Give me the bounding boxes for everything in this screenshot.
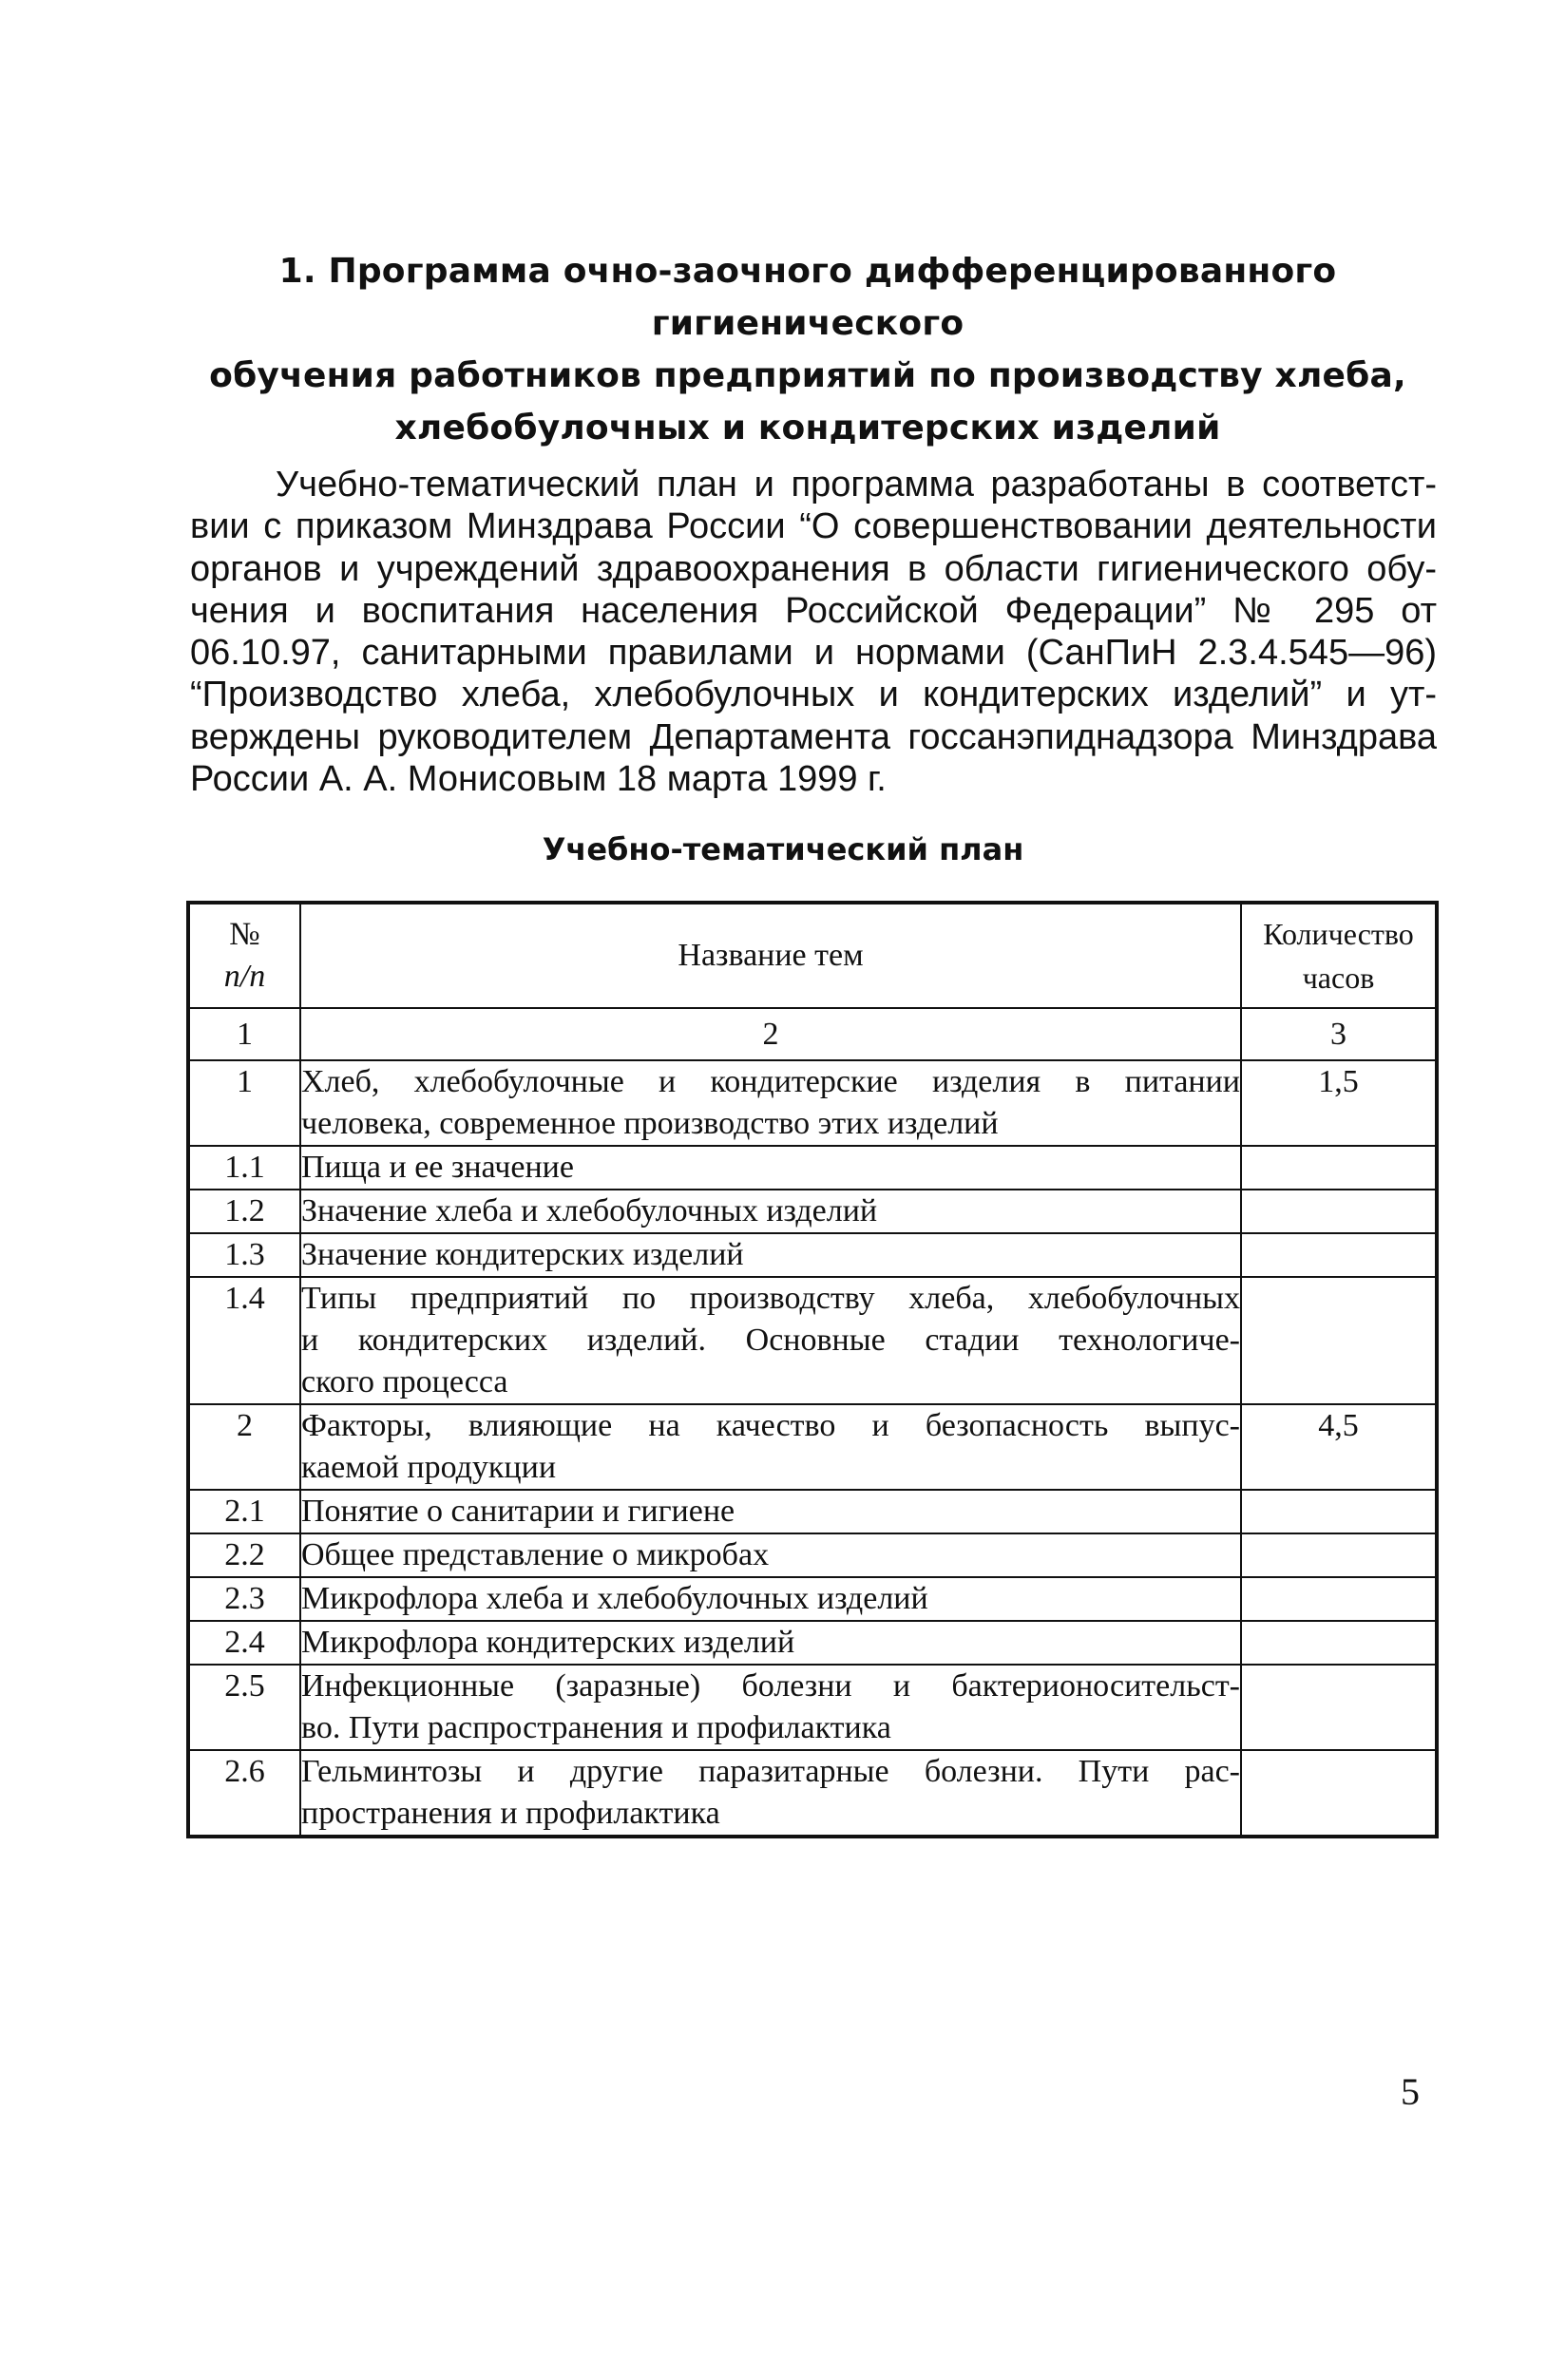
heading-line: обучения работников предприятий по производству хлеба, xyxy=(209,356,1406,395)
topic-line: Гельминтозы и другие паразитарные болезни. Пути рас- xyxy=(301,1754,1240,1789)
row-number: 2.4 xyxy=(188,1621,300,1665)
table-row xyxy=(188,1233,1437,1277)
topic-line: Инфекционные (заразные) болезни и бактерионосительст- xyxy=(301,1668,1240,1704)
row-number: 2.2 xyxy=(188,1533,300,1577)
row-number: 2.5 xyxy=(188,1665,300,1750)
topic-line: Понятие о санитарии и гигиене xyxy=(301,1494,735,1529)
topic-line: Микрофлора кондитерских изделий xyxy=(301,1625,795,1660)
table-row xyxy=(188,1621,1437,1665)
row-hours: 1,5 xyxy=(1241,1060,1437,1146)
intro-line: органов и учреждений здравоохранения в области гигиенического обу- xyxy=(190,548,1437,589)
section-heading xyxy=(162,245,1454,454)
row-hours xyxy=(1241,1533,1437,1577)
row-number: 2 xyxy=(188,1404,300,1490)
intro-line: “Производство хлеба, хлебобулочных и кондитерских изделий” и ут- xyxy=(190,675,1437,715)
topic-line: Типы предприятий по производству хлеба, хлебобулочных xyxy=(301,1281,1240,1316)
column-index-row xyxy=(188,1008,1437,1060)
topic-line: во. Пути распространения и профилактика xyxy=(301,1710,891,1745)
row-topic xyxy=(300,1060,1241,1146)
header-hours xyxy=(1241,903,1437,1008)
intro-line: чения и воспитания населения Российской Федерации” № 295 от xyxy=(190,590,1437,631)
table-row xyxy=(188,1190,1437,1233)
header-number-line: № xyxy=(229,917,260,952)
row-topic xyxy=(300,1621,1241,1665)
row-topic xyxy=(300,1665,1241,1750)
row-number: 1.4 xyxy=(188,1277,300,1404)
row-number: 1.2 xyxy=(188,1190,300,1233)
topic-line: человека, современное производство этих изделий xyxy=(301,1106,999,1141)
intro-line: вии с приказом Минздрава России “О совершенствовании деятельности xyxy=(190,506,1437,547)
topic-line: Пища и ее значение xyxy=(301,1150,574,1185)
header-number xyxy=(188,903,300,1008)
table-row xyxy=(188,1277,1437,1404)
topic-line: Факторы, влияющие на качество и безопасность выпус- xyxy=(301,1408,1240,1443)
row-topic xyxy=(300,1750,1241,1837)
row-hours xyxy=(1241,1621,1437,1665)
intro-paragraph xyxy=(190,464,1437,800)
topic-line: Значение хлеба и хлебобулочных изделий xyxy=(301,1193,878,1228)
table-row xyxy=(188,1060,1437,1146)
row-number: 1.1 xyxy=(188,1146,300,1190)
column-index-cell: 1 xyxy=(188,1008,300,1060)
row-topic xyxy=(300,1233,1241,1277)
header-topic-name: Название тем xyxy=(300,903,1241,1008)
intro-line: 06.10.97, санитарными правилами и нормами (СанПиН 2.3.4.545—96) xyxy=(190,633,1437,674)
column-index-cell: 2 xyxy=(300,1008,1241,1060)
intro-line: Учебно-тематический план и программа разработаны в соответст- xyxy=(276,465,1437,505)
row-hours xyxy=(1241,1577,1437,1621)
row-hours xyxy=(1241,1490,1437,1533)
table-header-row xyxy=(188,903,1437,1008)
column-index-cell: 3 xyxy=(1241,1008,1437,1060)
intro-line: верждены руководителем Департамента госсанэпиднадзора Минздрава xyxy=(190,716,1437,757)
table-row xyxy=(188,1404,1437,1490)
table-row xyxy=(188,1146,1437,1190)
row-number: 2.6 xyxy=(188,1750,300,1837)
row-hours xyxy=(1241,1665,1437,1750)
row-hours xyxy=(1241,1277,1437,1404)
plan-title: Учебно-тематический план xyxy=(542,831,1024,867)
header-number-line: п/п xyxy=(223,959,266,994)
topic-line: Микрофлора хлеба и хлебобулочных изделий xyxy=(301,1581,928,1616)
row-hours xyxy=(1241,1146,1437,1190)
table-row xyxy=(188,1490,1437,1533)
row-topic xyxy=(300,1404,1241,1490)
row-hours xyxy=(1241,1233,1437,1277)
row-topic xyxy=(300,1577,1241,1621)
header-hours-line: часов xyxy=(1302,961,1375,995)
table-row xyxy=(188,1577,1437,1621)
row-number: 2.1 xyxy=(188,1490,300,1533)
row-number: 2.3 xyxy=(188,1577,300,1621)
row-hours xyxy=(1241,1750,1437,1837)
intro-line: России А. А. Монисовым 18 марта 1999 г. xyxy=(190,759,887,800)
row-hours xyxy=(1241,1190,1437,1233)
row-number: 1 xyxy=(188,1060,300,1146)
topic-line: Общее представление о микробах xyxy=(301,1537,770,1572)
topic-line: ского процесса xyxy=(301,1364,508,1399)
page-number: 5 xyxy=(1401,2070,1420,2113)
topic-line: Хлеб, хлебобулочные и кондитерские изделия в питании xyxy=(301,1064,1240,1099)
row-number: 1.3 xyxy=(188,1233,300,1277)
row-topic xyxy=(300,1190,1241,1233)
curriculum-table xyxy=(186,901,1439,1838)
table-row xyxy=(188,1750,1437,1837)
row-topic xyxy=(300,1490,1241,1533)
row-topic xyxy=(300,1533,1241,1577)
header-hours-line: Количество xyxy=(1263,917,1414,951)
heading-line: 1. Программа очно-заочного дифференцированного гигиенического xyxy=(278,252,1337,343)
table-row xyxy=(188,1533,1437,1577)
topic-line: пространения и профилактика xyxy=(301,1796,720,1831)
topic-line: каемой продукции xyxy=(301,1450,557,1485)
topic-line: Значение кондитерских изделий xyxy=(301,1237,744,1272)
heading-line: хлебобулочных и кондитерских изделий xyxy=(394,409,1221,447)
row-hours: 4,5 xyxy=(1241,1404,1437,1490)
topic-line: и кондитерских изделий. Основные стадии технологиче- xyxy=(301,1323,1240,1358)
row-topic xyxy=(300,1146,1241,1190)
table-row xyxy=(188,1665,1437,1750)
row-topic xyxy=(300,1277,1241,1404)
